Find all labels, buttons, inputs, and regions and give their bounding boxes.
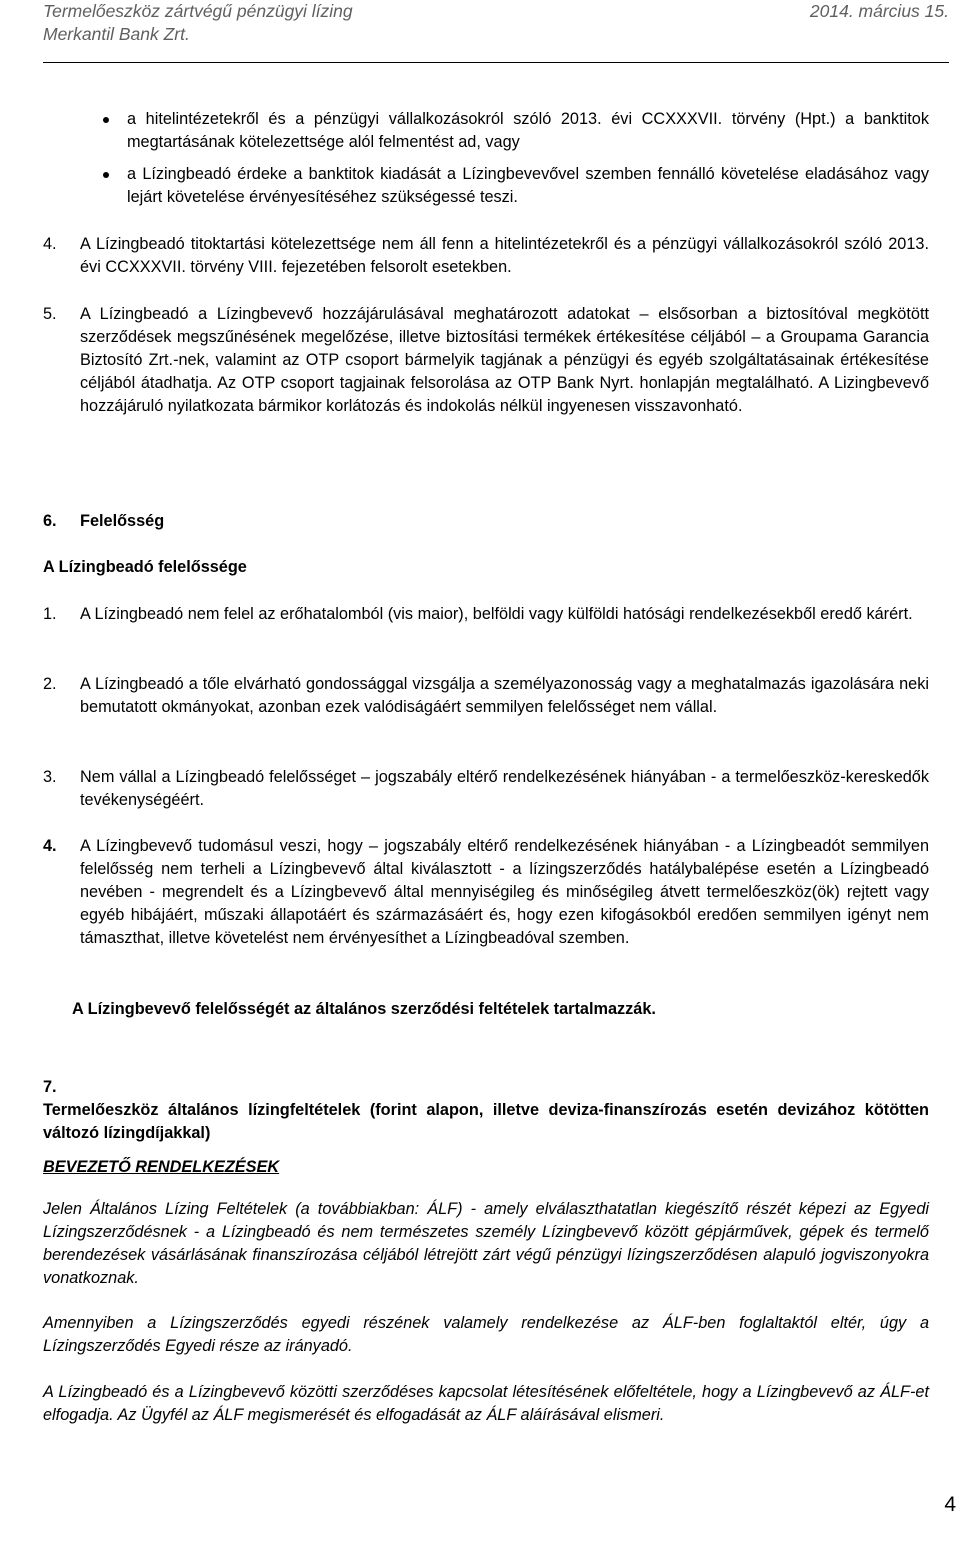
- item-4-number: 4.: [43, 235, 57, 253]
- section-7-title: [43, 1076, 929, 1145]
- section-6-number: 6.: [43, 512, 57, 530]
- item-5-text: A Lízingbeadó a Lízingbevevő hozzájárulásával meghatározott adatokat – elsősorban a biztosítóval megkötött szerződések megszűnésének megelőzése, illetve biztosítási termékek értékesítése céljából – a Groupama Garancia Biztosító Zrt.-nek, valamint az OTP csoport bármelyik tagjának a pénzügyi és egyéb szolgáltatásainak értékesítése céljából átadhatja. Az OTP csoport tagjainak felsorolása az OTP Bank Nyrt. honlapján megtalálható. A Lizingbevevő hozzájáruló nyilatkozata bármikor korlátozás és indokolás nélkül ingyenesen visszavonható.: [80, 305, 929, 415]
- bullet-item-1: [99, 108, 929, 154]
- intro-paragraph-1: Jelen Általános Lízing Feltételek (a továbbiakban: ÁLF) - amely elválaszthatatlan kiegészítő részét képezi az Egyedi Lízingszerződésnek - a Lízingbeadó és nem természetes személy Lízingbevevő között gépjárművek, gépek és termelő berendezések vásárlásának finanszírozása céljából létrejött zárt végű pénzügyi lízingszerződésen alapuló jogviszonyokra vonatkoznak.: [43, 1200, 929, 1287]
- page-header-line1: [43, 0, 949, 23]
- page-header-line2: [43, 23, 949, 46]
- intro-heading: BEVEZETŐ RENDELKEZÉSEK: [43, 1158, 280, 1176]
- s6-item-1-text: A Lízingbeadó nem felel az erőhatalomból (vis maior), belföldi vagy külföldi hatósági rendelkezésekből eredő kárért.: [80, 605, 913, 623]
- header-title: Termelőeszköz zártvégű pénzügyi lízing: [43, 1, 353, 21]
- section-7-title-text: Termelőeszköz általános lízingfeltételek (forint alapon, illetve deviza-finanszírozás esetén devizához kötötten változó lízingdíjakkal): [43, 1101, 929, 1142]
- intro-paragraph-2: Amennyiben a Lízingszerződés egyedi részének valamely rendelkezése az ÁLF-ben foglaltaktól eltér, úgy a Lízingszerződés Egyedi része az irányadó.: [43, 1314, 929, 1355]
- section-6-closing: A Lízingbevevő felelősségét az általános szerződési feltételek tartalmazzák.: [72, 1000, 656, 1018]
- item-4-text: A Lízingbeadó titoktartási kötelezettsége nem áll fenn a hitelintézetekről és a pénzügyi vállalkozásokról szóló 2013. évi CCXXXVII. törvény VIII. fejezetében felsorolt esetekben.: [80, 235, 929, 276]
- bullet-dot-icon: [103, 172, 109, 178]
- bullet-text-2: a Lízingbeadó érdeke a banktitok kiadását a Lízingbevevővel szemben fennálló követelése eladásához vagy lejárt követelése érvényesítéséhez szükségessé teszi.: [127, 165, 929, 206]
- section-7-number: 7.: [43, 1078, 57, 1096]
- bullet-item-2: [99, 163, 929, 209]
- bullet-dot-icon: [103, 117, 109, 123]
- header-company: Merkantil Bank Zrt.: [43, 24, 190, 44]
- s6-item-3-text: Nem vállal a Lízingbeadó felelősséget – jogszabály eltérő rendelkezésének hiányában - a termelőeszköz-kereskedők tevékenységéért.: [80, 768, 929, 809]
- s6-item-2-number: 2.: [43, 675, 57, 693]
- bullet-text-1: a hitelintézetekről és a pénzügyi vállalkozásokról szóló 2013. évi CCXXXVII. törvény (Hpt.) a banktitok megtartásának kötelezettsége alól felmentést ad, vagy: [127, 110, 929, 151]
- s6-item-3-number: 3.: [43, 768, 57, 786]
- s6-item-4-number: 4.: [43, 837, 57, 855]
- header-divider: [43, 62, 949, 63]
- header-date: 2014. március 15.: [809, 1, 949, 21]
- page-number: 4: [944, 1493, 956, 1516]
- s6-item-2-text: A Lízingbeadó a tőle elvárható gondossággal vizsgálja a személyazonosság vagy a meghatalmazás igazolására neki bemutatott okmányokat, azonban ezek valódiságáért semmilyen felelősséget nem vállal.: [80, 675, 929, 716]
- s6-item-1-number: 1.: [43, 605, 57, 623]
- s6-item-4-text: A Lízingbevevő tudomásul veszi, hogy – jogszabály eltérő rendelkezésének hiányában - a Lízingbeadót semmilyen felelősség nem terheli a Lízingbevevő által kiválasztott - a lízingszerződés hatálybalépése esetén a Lízingbeadó nevében - megrendelt és a Lízingbevevő által mennyiségileg és minőségileg átvett termelőeszköz(ök) rejtett vagy egyéb hibájáért, műszaki állapotáért és származásáért és, hogy ezen kifogásokból eredően semmilyen igényt nem támaszthat, illetve követelést nem érvényesíthet a Lízingbeadóval szemben.: [80, 837, 929, 947]
- section-6-title: Felelősség: [80, 512, 165, 530]
- item-5-number: 5.: [43, 305, 57, 323]
- section-6-subtitle: A Lízingbeadó felelőssége: [43, 558, 247, 576]
- intro-paragraph-3: A Lízingbeadó és a Lízingbevevő közötti szerződéses kapcsolat létesítésének előfeltétele, hogy a Lízingbevevő az ÁLF-et elfogadja. Az Ügyfél az ÁLF megismerését és elfogadását az ÁLF aláírásával elismeri.: [43, 1383, 929, 1424]
